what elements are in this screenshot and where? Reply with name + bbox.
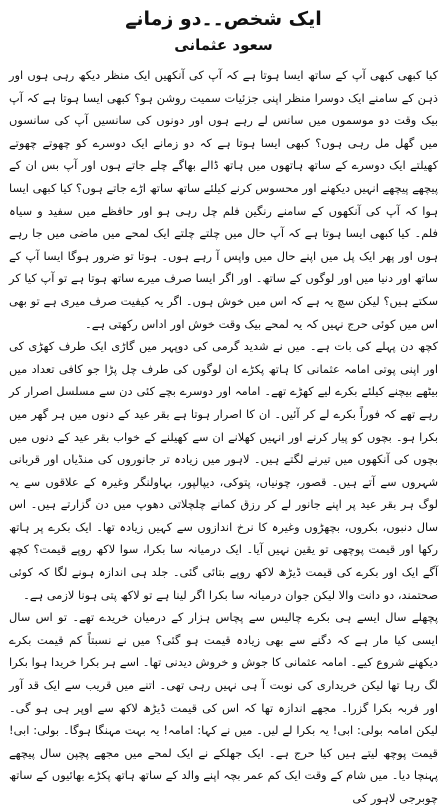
article-body [9,64,438,810]
article-title: ایک شخص۔۔دو زمانے [125,8,322,30]
paragraph-3: پچھلے سال ایسے ہی بکرے چالیس سے پچاس ہزار کے درمیان خریدے تھے۔ تو اس سال ایسی کیا مار ہے کہ دگنے سے بھی زیادہ قیمت ہو گئی؟ میں نے نسبتاً کم قیمت بکرے دیکھنے شروع کیے۔ امامہ عثمانی کا جوش و خروش دیدنی تھا۔ اسے ہر بکرا خریدا ہوا بکرا لگ رہا تھا لیکن خریداری کی نوبت آ ہی نہیں رہی تھی۔ اتنے میں قریب سے ایک قد آور اور فربہ بکرا گزرا۔ مجھے اندازہ تھا کہ اس کی قیمت ڈیڑھ لاکھ سے اوپر ہی ہو گی۔ لیکن امامہ بولی: ابی! یہ بکرا لے لیں۔ میں نے کہا: امامہ! یہ بہت مہنگا ہوگا۔ بولی: ابی! قیمت پوچھ لیتے ہیں کیا حرج ہے۔ ایک جھلکے نے ایک لمحے میں مجھے پچپن سال پیچھے پہنچا دیا۔ میں شام کے وقت ایک کم عمر بچہ اپنے والد کے ساتھ ہاتھ پکڑے بھائیوں کے ساتھ چوبرجی لاہور کی [9,610,438,805]
paragraph-1: کیا کبھی کبھی آپ کے ساتھ ایسا ہوتا ہے کہ آپ کی آنکھیں ایک منظر دیکھ رہی ہوں اور ذہن کے سامنے ایک دوسرا منظر اپنی جزئیات سمیت روشن ہو؟ کبھی ایسا ہوتا ہے کہ آپ بیک وقت دو موسموں میں سانس لے رہے ہوں اور دونوں کی سانسیں آپ کی سانسوں میں گھل مل رہی ہوں؟ کبھی ایسا ہوتا ہے کہ دو زمانے ایک دوسرے کو چھوتے چھوتے کھیلتے ایک دوسرے کے ساتھ ہاتھوں میں ہاتھ ڈالے بھاگے چلے جاتے ہوں اور آپ بس ان کے پیچھے پیچھے انہیں دیکھنے اور محسوس کرنے کیلئے ساتھ ساتھ اڑے جاتے ہوں؟ کیا کبھی ایسا ہوا کہ آپ کی آنکھوں کے سامنے رنگین فلم چل رہی ہو اور حافظے میں سفید و سیاہ فلم۔ کیا کبھی ایسا ہوتا ہے کہ آپ حال میں چلتے چلتے ایک لمحے میں ماضی میں جا رہے ہوں اور پھر ایک پل میں اپنے حال میں واپس آ رہے ہوں۔ ہوتا تو ضرور ہوگا ایسا آپ کے ساتھ اور دنیا میں اور لوگوں کے ساتھ۔ اور اگر ایسا صرف میرے ساتھ ہوتا ہے تو آپ کیا کر سکتے ہیں؟ لیکن سچ یہ ہے کہ اس میں خوش ہوں۔ اگر یہ کیفیت صرف میری ہے تو بھی اس میں کوئی حرج نہیں کہ یہ لمحے بیک وقت خوش اور اداس رکھتی ہے۔ [9,68,438,331]
paragraph-2: کچھ دن پہلے کی بات ہے۔ میں نے شدید گرمی کی دوپہر میں گاڑی ایک طرف کھڑی کی اور اپنی پوتی امامہ عثمانی کا ہاتھ پکڑے ان لوگوں کی طرف چل پڑا جو کافی تعداد میں بیٹھے بیچنے کیلئے بکرے لیے کھڑے تھے۔ امامہ اور دوسرے بچے کئی دن سے مسلسل اصرار کر رہے تھے کہ فوراً بکرے لے کر آئیں۔ ان کا اصرار ہوتا ہے بقر عید کے دنوں میں ہر گھر میں بکرا ہو۔ بچوں کو پیار کرنے اور انہیں کھلانے ان سے کھیلنے کے خواب بقر عید کے دنوں میں بچوں کی آنکھوں میں تیرنے لگتے ہیں۔ لاہور میں زیادہ تر جانوروں کی منڈیاں اور قربانی شہروں سے آتے ہیں۔ قصور، چونیاں، پتوکی، دیپالپور، بہاولنگر وغیرہ کے علاقوں سے یہ لوگ ہر بقر عید پر اپنے جانور لے کر رزق کمانے چلچلاتی دھوپ میں دن گزارتے ہیں۔ اس سال دنبوں، بکروں، بچھڑوں وغیرہ کا نرخ اندازوں سے کہیں زیادہ تھا۔ ایک بکرے پر ہاتھ رکھا اور قیمت پوچھی تو یقین نہیں آیا۔ ایک درمیانہ سا بکرا، سوا لاکھ روپے قیمت؟ کچھ آگے ایک اور بکرے کی قیمت ڈیڑھ لاکھ روپے بتائی گئی۔ جلد ہی اندازہ ہونے لگا کہ کوئی صحتمند، دو دانت والا لیکن جوان درمیانہ سا بکرا اگر لینا ہے تو لاکھ پتی ہونا لازمی ہے۔ [9,339,438,602]
author-name: سعود عثمانی [174,36,273,54]
